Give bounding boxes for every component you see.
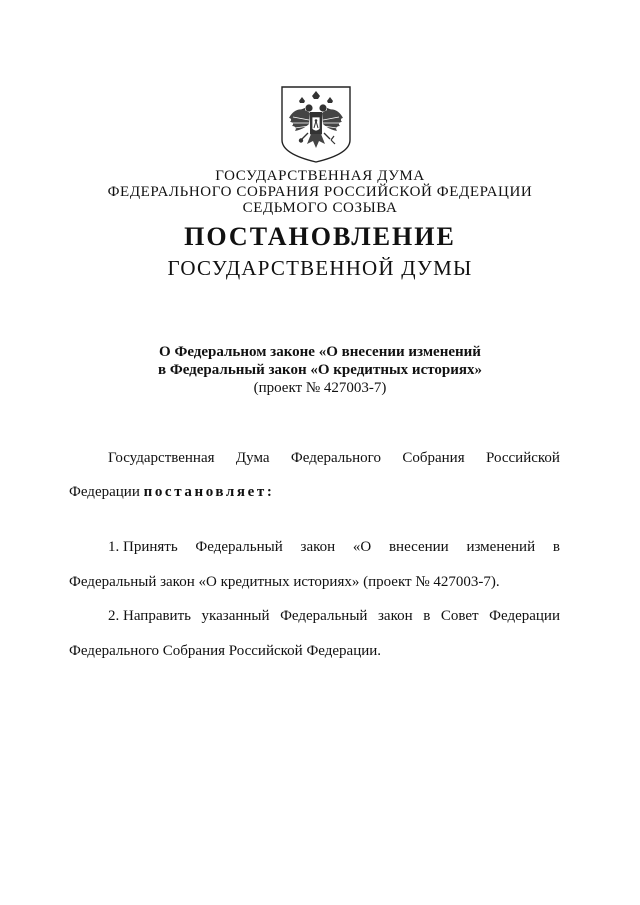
word: Дума — [235, 450, 270, 466]
word: 2. Направить — [108, 608, 191, 624]
word: Совет — [440, 608, 479, 624]
word: Федеральный — [280, 608, 368, 624]
word: в — [423, 608, 431, 624]
word: Федерации — [489, 608, 560, 624]
word: внесении — [388, 539, 449, 555]
word: закон — [300, 539, 336, 555]
draft-number: (проект № 427003-7) — [253, 380, 387, 396]
intro-paragraph-line-1 — [108, 450, 560, 467]
item-2-line-2: Федерального Собрания Российской Федерации. — [69, 643, 382, 659]
intro-paragraph-line-2 — [69, 484, 274, 501]
document-type-title: ПОСТАНОВЛЕНИЕ — [184, 222, 456, 251]
word: «О — [352, 539, 372, 555]
document-issuer: ГОСУДАРСТВЕННОЙ ДУМЫ — [167, 256, 473, 280]
assembly-name: ФЕДЕРАЛЬНОГО СОБРАНИЯ РОССИЙСКОЙ ФЕДЕРАЦИИ — [107, 184, 533, 200]
parliament-name: ГОСУДАРСТВЕННАЯ ДУМА — [215, 168, 425, 184]
item-2-line-1 — [108, 608, 560, 625]
word: 1. Принять — [108, 539, 178, 555]
word: указанный — [201, 608, 270, 624]
item-1-line-2: Федеральный закон «О кредитных историях» (проект № 427003-7). — [69, 574, 500, 590]
coat-of-arms-icon — [279, 84, 353, 164]
word: закон — [378, 608, 413, 624]
word: Российской — [486, 450, 560, 466]
subject-line-1: О Федеральном законе «О внесении изменений — [159, 344, 481, 360]
word: Собрания — [402, 450, 465, 466]
word: в — [552, 539, 560, 555]
word: Федеральный — [195, 539, 283, 555]
item-1-line-1 — [108, 539, 560, 556]
resolves-verb: постановляет: — [143, 484, 275, 500]
convocation: СЕДЬМОГО СОЗЫВА — [242, 200, 398, 216]
subject-line-2: в Федеральный закон «О кредитных историях» — [157, 362, 482, 378]
word: Федерации — [69, 484, 140, 500]
word: изменений — [466, 539, 536, 555]
word: Государственная — [108, 450, 215, 466]
word: Федерального — [290, 450, 381, 466]
